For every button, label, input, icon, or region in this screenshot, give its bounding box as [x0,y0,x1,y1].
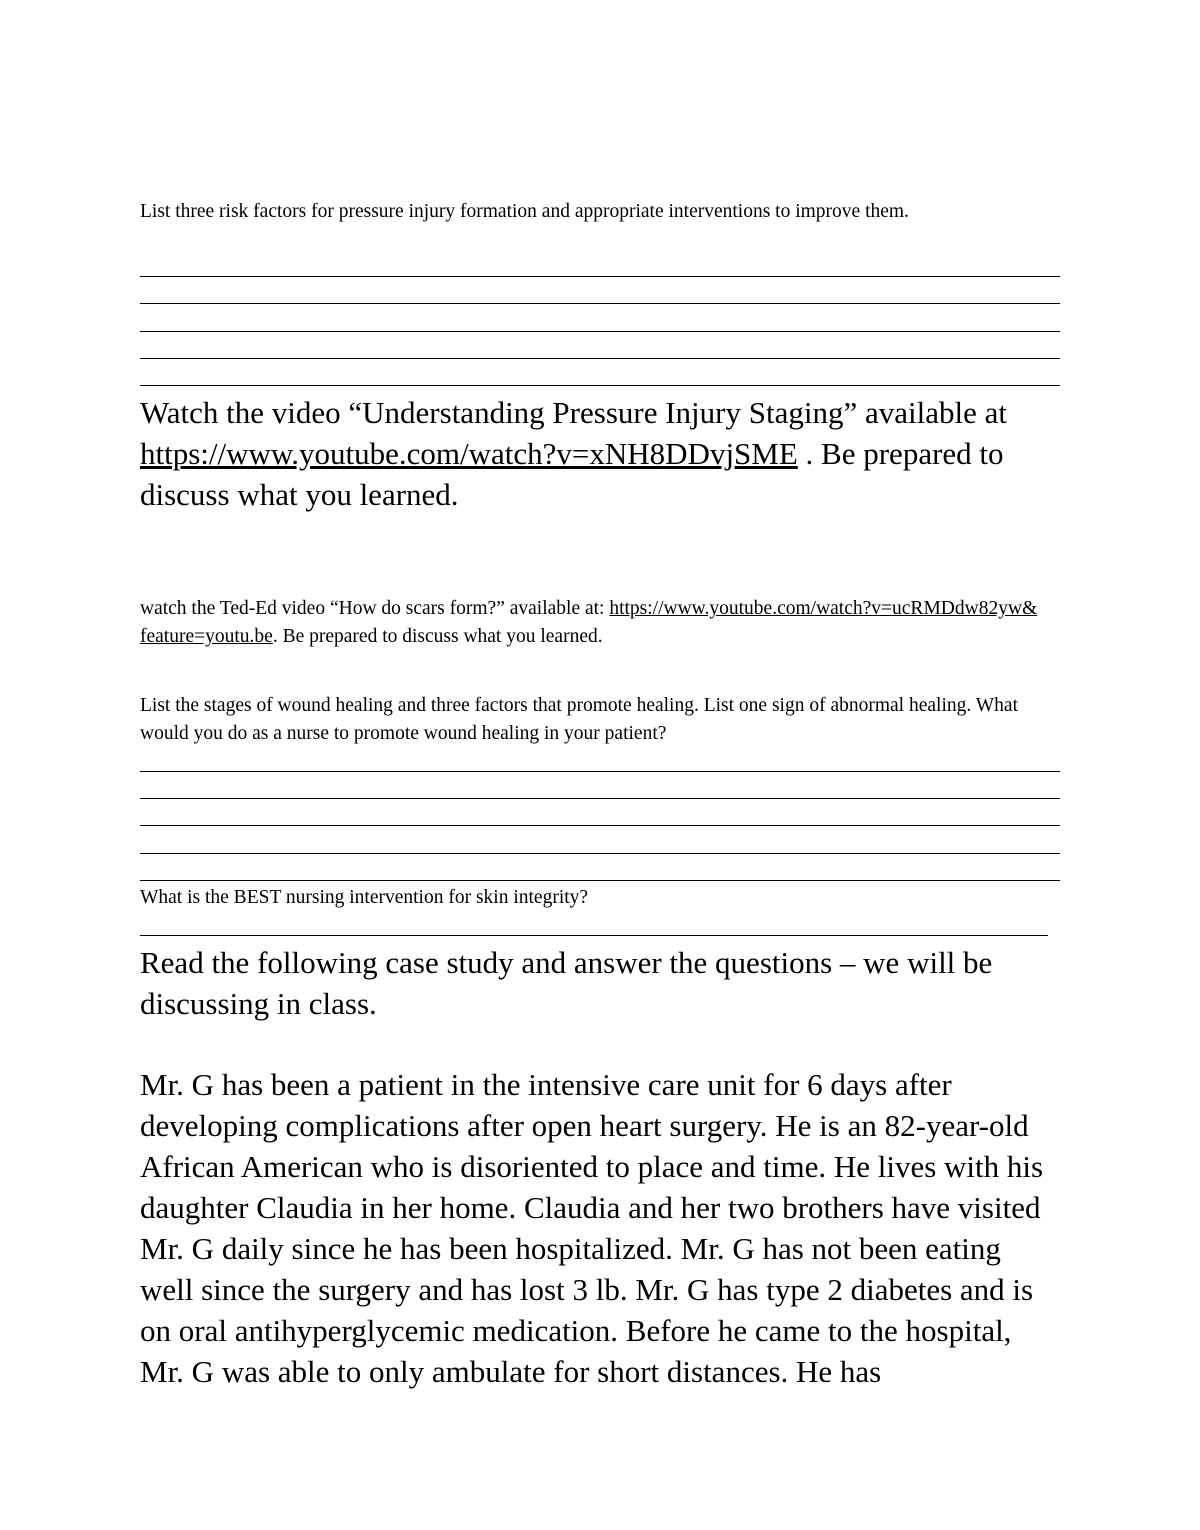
answer-line [140,853,1060,854]
question-best-intervention: What is the BEST nursing intervention for skin integrity? [140,887,589,908]
answer-line [140,358,1060,359]
answer-line [140,385,1060,386]
video-instruction-suffix: . Be prepared to discuss what you learned. [140,436,1004,512]
case-study-body: Mr. G has been a patient in the intensive care unit for 6 days after developing complications after open heart surgery. He is an 82-year-old African American who is disoriented to place and time. He lives with his daughter Claudia in her home. Claudia and her two brothers have visited Mr. G daily since he has been hospitalized. Mr. G has not been eating well since the surgery and has lost 3 lb. Mr. G has type 2 diabetes and is on oral antihyperglycemic medication. Before he came to the hospital, Mr. G was able to only ambulate for short distances. He has [140,1067,1044,1389]
video-link-scars[interactable]: https://www.youtube.com/watch?v=ucRMDdw82yw&feature=youtu.be [140,598,1038,647]
answer-line [140,798,1060,799]
answer-line [140,935,1048,936]
video-link-staging[interactable]: https://www.youtube.com/watch?v=xNH8DDvjSME [140,436,798,471]
case-study-intro: Read the following case study and answer the questions – we will be discussing in class. [140,945,993,1021]
answer-line [140,771,1060,772]
video-instruction-text: watch the Ted-Ed video “How do scars form?” available at: [140,598,610,619]
answer-line [140,303,1060,304]
video-instruction-text: Watch the video “Understanding Pressure Injury Staging” available at [140,395,1007,430]
answer-line [140,825,1060,826]
question-wound-healing: List the stages of wound healing and three factors that promote healing. List one sign of abnormal healing. What would you do as a nurse to promote wound healing in your patient? [140,695,1018,744]
answer-line [140,276,1060,277]
video-instruction-scars [140,595,1040,651]
video-instruction-suffix: . Be prepared to discuss what you learned. [272,626,603,647]
answer-line [140,880,1060,881]
question-risk-factors: List three risk factors for pressure injury formation and appropriate interventions to improve them. [140,201,909,222]
video-instruction-staging [140,392,1060,515]
answer-line [140,331,1060,332]
